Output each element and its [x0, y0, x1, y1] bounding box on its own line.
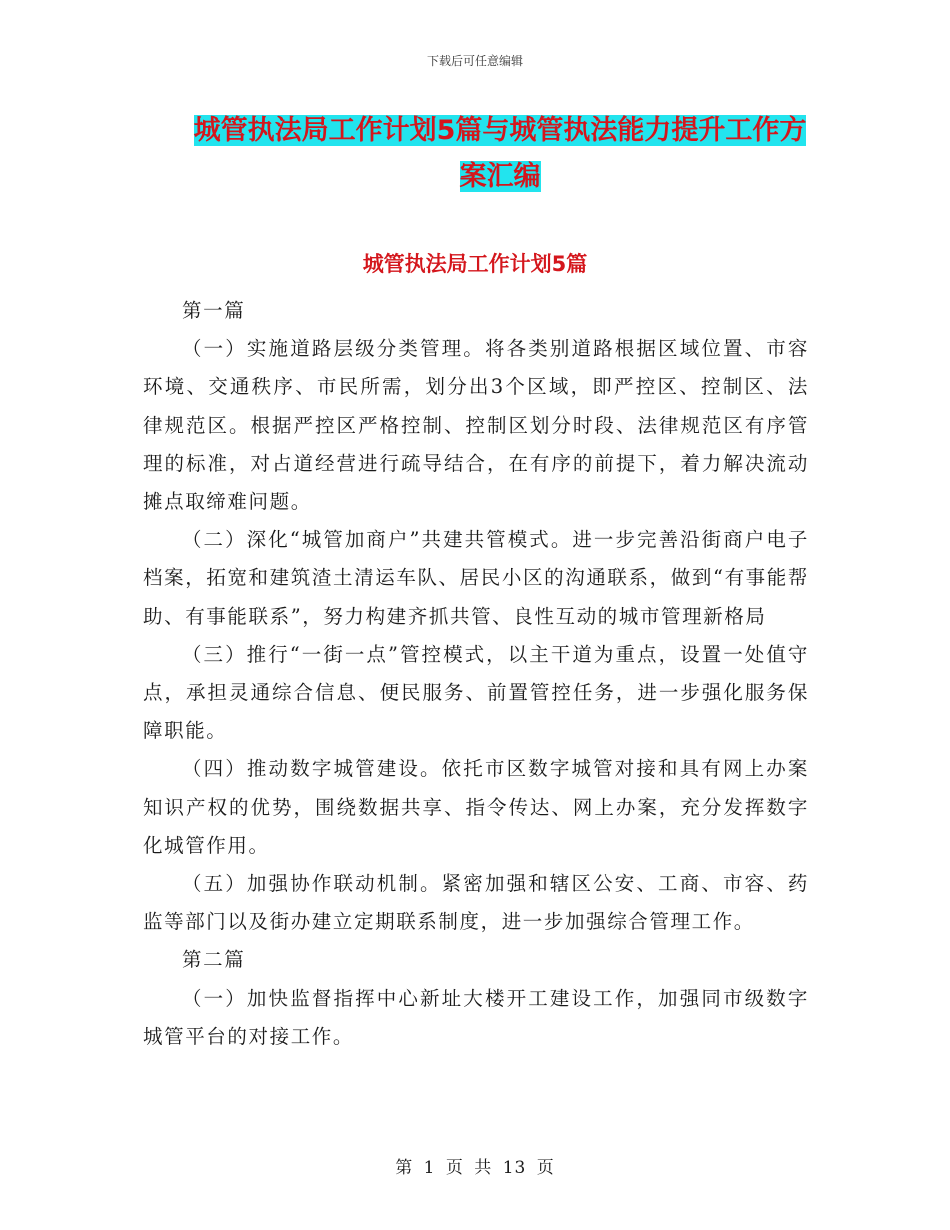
title-line-1: 城管执法局工作计划5篇与城管执法能力提升工作方	[193, 115, 807, 146]
chapter-heading: 第一篇	[182, 299, 246, 322]
document-title	[150, 108, 850, 200]
header-note: 下载后可任意编辑	[426, 54, 523, 68]
paragraph: （五）加强协作联动机制。紧密加强和辖区公安、工商、市容、药监等部门以及街办建立定期联系制度，进一步加强综合管理工作。	[143, 872, 809, 934]
paragraph: （一）加快监督指挥中心新址大楼开工建设工作，加强同市级数字城管平台的对接工作。	[143, 986, 809, 1048]
title-line-2: 案汇编	[459, 161, 541, 192]
section-title: 城管执法局工作计划5篇	[362, 252, 588, 276]
document-body	[143, 292, 809, 1056]
page-footer: 第 1 页 共 13 页	[395, 1158, 555, 1178]
chapter-heading: 第二篇	[182, 948, 246, 972]
paragraph: （四）推动数字城管建设。依托市区数字城管对接和具有网上办案知识产权的优势，围绕数据共享、指令传达、网上办案，充分发挥数字化城管作用。	[143, 757, 809, 857]
paragraph: （三）推行“一街一点”管控模式，以主干道为重点，设置一处值守点，承担灵通综合信息、便民服务、前置管控任务，进一步强化服务保障职能。	[143, 642, 809, 743]
paragraph: （一）实施道路层级分类管理。将各类别道路根据区域位置、市容环境、交通秩序、市民所需，划分出3个区域，即严控区、控制区、法律规范区。根据严控区严格控制、控制区划分时段、法律规范区有序管理的标准，对占道经营进行疏导结合，在有序的前提下，着力解决流动摊点取缔难问题。	[143, 337, 809, 514]
paragraph: （二）深化“城管加商户”共建共管模式。进一步完善沿街商户电子档案，拓宽和建筑渣土清运车队、居民小区的沟通联系，做到“有事能帮助、有事能联系”，努力构建齐抓共管、良性互动的城市管理新格局	[143, 528, 809, 628]
